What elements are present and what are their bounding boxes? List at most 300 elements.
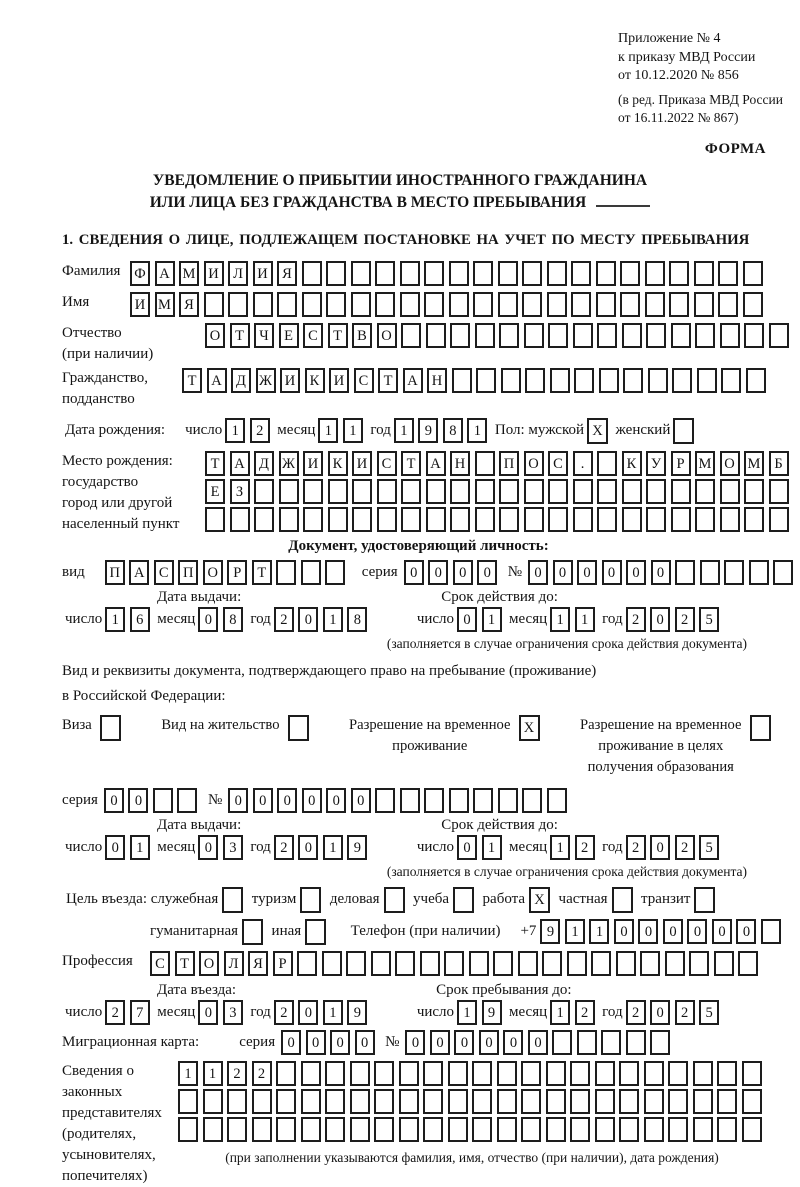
empty-cell[interactable]	[522, 261, 542, 286]
filled-cell[interactable]: Ф	[130, 261, 150, 286]
filled-cell[interactable]: 2	[274, 1000, 294, 1025]
filled-cell[interactable]: 1	[130, 835, 150, 860]
empty-cell[interactable]	[276, 1117, 296, 1142]
filled-cell[interactable]: Р	[671, 451, 691, 476]
empty-cell[interactable]	[749, 560, 769, 585]
empty-cell[interactable]	[570, 1061, 590, 1086]
empty-cell[interactable]	[623, 368, 643, 393]
filled-cell[interactable]: О	[205, 323, 225, 348]
empty-cell[interactable]	[743, 261, 763, 286]
filled-cell[interactable]: 1	[482, 835, 502, 860]
empty-cell[interactable]	[322, 951, 342, 976]
filled-cell[interactable]: 5	[699, 835, 719, 860]
filled-cell[interactable]: 2	[626, 607, 646, 632]
empty-cell[interactable]	[401, 507, 421, 532]
empty-cell[interactable]	[646, 323, 666, 348]
residence-permit-checkbox[interactable]	[288, 715, 309, 741]
empty-cell[interactable]	[325, 1117, 345, 1142]
filled-cell[interactable]: 0	[298, 607, 318, 632]
filled-cell[interactable]: П	[178, 560, 198, 585]
filled-cell[interactable]: С	[154, 560, 174, 585]
filled-cell[interactable]: 0	[330, 1030, 350, 1055]
empty-cell[interactable]	[450, 507, 470, 532]
filled-cell[interactable]: 0	[577, 560, 597, 585]
empty-cell[interactable]	[718, 292, 738, 317]
filled-cell[interactable]: 9	[418, 418, 438, 443]
filled-cell[interactable]: 1	[323, 835, 343, 860]
empty-cell[interactable]	[769, 507, 789, 532]
empty-cell[interactable]	[619, 1089, 639, 1114]
filled-cell[interactable]: 2	[274, 607, 294, 632]
empty-cell[interactable]	[178, 1117, 198, 1142]
empty-cell[interactable]	[668, 1061, 688, 1086]
filled-cell[interactable]: 8	[347, 607, 367, 632]
empty-cell[interactable]	[351, 292, 371, 317]
empty-cell[interactable]	[524, 323, 544, 348]
empty-cell[interactable]	[377, 507, 397, 532]
empty-cell[interactable]	[325, 1061, 345, 1086]
empty-cell[interactable]	[448, 1117, 468, 1142]
filled-cell[interactable]: 0	[298, 1000, 318, 1025]
empty-cell[interactable]	[644, 1061, 664, 1086]
filled-cell[interactable]: М	[155, 292, 175, 317]
filled-cell[interactable]: 0	[650, 835, 670, 860]
filled-cell[interactable]: Т	[401, 451, 421, 476]
filled-cell[interactable]: 0	[503, 1030, 523, 1055]
empty-cell[interactable]	[597, 451, 617, 476]
empty-cell[interactable]	[668, 1089, 688, 1114]
empty-cell[interactable]	[227, 1089, 247, 1114]
empty-cell[interactable]	[276, 560, 296, 585]
filled-cell[interactable]: А	[426, 451, 446, 476]
filled-cell[interactable]: И	[130, 292, 150, 317]
filled-cell[interactable]: М	[744, 451, 764, 476]
empty-cell[interactable]	[640, 951, 660, 976]
empty-cell[interactable]	[720, 479, 740, 504]
empty-cell[interactable]	[665, 951, 685, 976]
empty-cell[interactable]	[375, 292, 395, 317]
empty-cell[interactable]	[203, 1117, 223, 1142]
empty-cell[interactable]	[326, 261, 346, 286]
empty-cell[interactable]	[738, 951, 758, 976]
filled-cell[interactable]: 8	[443, 418, 463, 443]
empty-cell[interactable]	[499, 479, 519, 504]
empty-cell[interactable]	[401, 323, 421, 348]
filled-cell[interactable]: 0	[198, 835, 218, 860]
empty-cell[interactable]	[574, 368, 594, 393]
filled-cell[interactable]: 9	[482, 1000, 502, 1025]
empty-cell[interactable]	[350, 1117, 370, 1142]
empty-cell[interactable]	[596, 261, 616, 286]
filled-cell[interactable]: 1	[589, 919, 609, 944]
filled-cell[interactable]: 6	[130, 607, 150, 632]
empty-cell[interactable]	[646, 479, 666, 504]
empty-cell[interactable]	[567, 951, 587, 976]
filled-cell[interactable]: 0	[298, 835, 318, 860]
empty-cell[interactable]	[601, 1030, 621, 1055]
empty-cell[interactable]	[622, 507, 642, 532]
filled-cell[interactable]: 1	[394, 418, 414, 443]
filled-cell[interactable]: Я	[248, 951, 268, 976]
empty-cell[interactable]	[547, 292, 567, 317]
filled-cell[interactable]: Р	[227, 560, 247, 585]
purpose-humanitarian-checkbox[interactable]	[242, 919, 263, 945]
empty-cell[interactable]	[742, 1117, 762, 1142]
filled-cell[interactable]: Я	[179, 292, 199, 317]
empty-cell[interactable]	[597, 507, 617, 532]
empty-cell[interactable]	[619, 1061, 639, 1086]
empty-cell[interactable]	[472, 1061, 492, 1086]
filled-cell[interactable]: Р	[273, 951, 293, 976]
filled-cell[interactable]: 2	[675, 607, 695, 632]
empty-cell[interactable]	[177, 788, 197, 813]
empty-cell[interactable]	[301, 1089, 321, 1114]
empty-cell[interactable]	[350, 1089, 370, 1114]
empty-cell[interactable]	[475, 507, 495, 532]
filled-cell[interactable]: 2	[675, 1000, 695, 1025]
filled-cell[interactable]: 1	[550, 1000, 570, 1025]
empty-cell[interactable]	[346, 951, 366, 976]
filled-cell[interactable]: Т	[378, 368, 398, 393]
filled-cell[interactable]: К	[328, 451, 348, 476]
purpose-private-checkbox[interactable]	[612, 887, 633, 913]
filled-cell[interactable]: Ж	[279, 451, 299, 476]
empty-cell[interactable]	[672, 368, 692, 393]
empty-cell[interactable]	[595, 1061, 615, 1086]
empty-cell[interactable]	[744, 323, 764, 348]
empty-cell[interactable]	[350, 1061, 370, 1086]
empty-cell[interactable]	[571, 261, 591, 286]
empty-cell[interactable]	[695, 507, 715, 532]
filled-cell[interactable]: С	[548, 451, 568, 476]
empty-cell[interactable]	[721, 368, 741, 393]
empty-cell[interactable]	[724, 560, 744, 585]
empty-cell[interactable]	[423, 1089, 443, 1114]
empty-cell[interactable]	[351, 261, 371, 286]
empty-cell[interactable]	[761, 919, 781, 944]
filled-cell[interactable]: 1	[105, 607, 125, 632]
empty-cell[interactable]	[276, 1089, 296, 1114]
empty-cell[interactable]	[522, 788, 542, 813]
filled-cell[interactable]: 1	[203, 1061, 223, 1086]
empty-cell[interactable]	[325, 560, 345, 585]
filled-cell[interactable]: О	[524, 451, 544, 476]
empty-cell[interactable]	[303, 507, 323, 532]
empty-cell[interactable]	[522, 292, 542, 317]
filled-cell[interactable]: 0	[105, 835, 125, 860]
filled-cell[interactable]: 0	[736, 919, 756, 944]
filled-cell[interactable]: 0	[457, 835, 477, 860]
filled-cell[interactable]: 0	[626, 560, 646, 585]
filled-cell[interactable]: А	[403, 368, 423, 393]
empty-cell[interactable]	[525, 368, 545, 393]
filled-cell[interactable]: 0	[651, 560, 671, 585]
empty-cell[interactable]	[499, 507, 519, 532]
empty-cell[interactable]	[424, 788, 444, 813]
filled-cell[interactable]: 2	[105, 1000, 125, 1025]
empty-cell[interactable]	[205, 507, 225, 532]
purpose-official-checkbox[interactable]	[222, 887, 243, 913]
empty-cell[interactable]	[573, 479, 593, 504]
empty-cell[interactable]	[599, 368, 619, 393]
filled-cell[interactable]: Л	[228, 261, 248, 286]
empty-cell[interactable]	[469, 951, 489, 976]
filled-cell[interactable]: 0	[198, 1000, 218, 1025]
empty-cell[interactable]	[374, 1117, 394, 1142]
filled-cell[interactable]: О	[203, 560, 223, 585]
empty-cell[interactable]	[550, 368, 570, 393]
filled-cell[interactable]: Б	[769, 451, 789, 476]
filled-cell[interactable]: М	[695, 451, 715, 476]
empty-cell[interactable]	[374, 1061, 394, 1086]
filled-cell[interactable]: Т	[182, 368, 202, 393]
filled-cell[interactable]: И	[204, 261, 224, 286]
filled-cell[interactable]: 2	[252, 1061, 272, 1086]
empty-cell[interactable]	[718, 261, 738, 286]
filled-cell[interactable]: 2	[675, 835, 695, 860]
filled-cell[interactable]: 2	[227, 1061, 247, 1086]
empty-cell[interactable]	[744, 479, 764, 504]
filled-cell[interactable]: 0	[326, 788, 346, 813]
filled-cell[interactable]: 0	[302, 788, 322, 813]
filled-cell[interactable]: 1	[178, 1061, 198, 1086]
filled-cell[interactable]: 0	[663, 919, 683, 944]
empty-cell[interactable]	[420, 951, 440, 976]
empty-cell[interactable]	[518, 951, 538, 976]
empty-cell[interactable]	[426, 323, 446, 348]
filled-cell[interactable]: 0	[253, 788, 273, 813]
empty-cell[interactable]	[326, 292, 346, 317]
filled-cell[interactable]: 0	[128, 788, 148, 813]
filled-cell[interactable]: Т	[328, 323, 348, 348]
empty-cell[interactable]	[622, 323, 642, 348]
empty-cell[interactable]	[773, 560, 793, 585]
visa-checkbox[interactable]	[100, 715, 121, 741]
filled-cell[interactable]: Е	[205, 479, 225, 504]
filled-cell[interactable]: 2	[575, 1000, 595, 1025]
filled-cell[interactable]: П	[499, 451, 519, 476]
purpose-tourism-checkbox[interactable]	[300, 887, 321, 913]
empty-cell[interactable]	[546, 1117, 566, 1142]
empty-cell[interactable]	[328, 507, 348, 532]
empty-cell[interactable]	[472, 1117, 492, 1142]
empty-cell[interactable]	[675, 560, 695, 585]
empty-cell[interactable]	[521, 1061, 541, 1086]
filled-cell[interactable]: 0	[351, 788, 371, 813]
filled-cell[interactable]: Т	[175, 951, 195, 976]
empty-cell[interactable]	[426, 479, 446, 504]
filled-cell[interactable]: 8	[223, 607, 243, 632]
empty-cell[interactable]	[591, 951, 611, 976]
purpose-business-checkbox[interactable]	[384, 887, 405, 913]
filled-cell[interactable]: С	[377, 451, 397, 476]
filled-cell[interactable]: 0	[553, 560, 573, 585]
empty-cell[interactable]	[697, 368, 717, 393]
empty-cell[interactable]	[769, 479, 789, 504]
empty-cell[interactable]	[227, 1117, 247, 1142]
filled-cell[interactable]: 0	[228, 788, 248, 813]
empty-cell[interactable]	[620, 261, 640, 286]
filled-cell[interactable]: Д	[231, 368, 251, 393]
filled-cell[interactable]: А	[230, 451, 250, 476]
empty-cell[interactable]	[400, 261, 420, 286]
empty-cell[interactable]	[717, 1117, 737, 1142]
empty-cell[interactable]	[714, 951, 734, 976]
filled-cell[interactable]: .	[573, 451, 593, 476]
empty-cell[interactable]	[424, 261, 444, 286]
filled-cell[interactable]: 1	[565, 919, 585, 944]
empty-cell[interactable]	[228, 292, 248, 317]
empty-cell[interactable]	[473, 261, 493, 286]
empty-cell[interactable]	[616, 951, 636, 976]
filled-cell[interactable]: И	[329, 368, 349, 393]
empty-cell[interactable]	[253, 292, 273, 317]
empty-cell[interactable]	[424, 292, 444, 317]
filled-cell[interactable]: 0	[355, 1030, 375, 1055]
filled-cell[interactable]: 1	[225, 418, 245, 443]
empty-cell[interactable]	[498, 261, 518, 286]
empty-cell[interactable]	[401, 479, 421, 504]
empty-cell[interactable]	[669, 261, 689, 286]
empty-cell[interactable]	[493, 951, 513, 976]
empty-cell[interactable]	[302, 261, 322, 286]
empty-cell[interactable]	[717, 1061, 737, 1086]
empty-cell[interactable]	[547, 788, 567, 813]
empty-cell[interactable]	[595, 1089, 615, 1114]
filled-cell[interactable]: 2	[250, 418, 270, 443]
empty-cell[interactable]	[573, 323, 593, 348]
empty-cell[interactable]	[303, 479, 323, 504]
empty-cell[interactable]	[644, 1117, 664, 1142]
empty-cell[interactable]	[230, 507, 250, 532]
filled-cell[interactable]: 1	[323, 607, 343, 632]
empty-cell[interactable]	[450, 479, 470, 504]
empty-cell[interactable]	[449, 292, 469, 317]
empty-cell[interactable]	[279, 479, 299, 504]
empty-cell[interactable]	[473, 292, 493, 317]
filled-cell[interactable]: И	[280, 368, 300, 393]
temporary-residence-permit-checkbox[interactable]: X	[519, 715, 540, 741]
filled-cell[interactable]: 0	[650, 607, 670, 632]
empty-cell[interactable]	[546, 1089, 566, 1114]
empty-cell[interactable]	[695, 323, 715, 348]
filled-cell[interactable]: 0	[404, 560, 424, 585]
empty-cell[interactable]	[548, 323, 568, 348]
filled-cell[interactable]: Т	[252, 560, 272, 585]
empty-cell[interactable]	[596, 292, 616, 317]
filled-cell[interactable]: Н	[450, 451, 470, 476]
filled-cell[interactable]: М	[179, 261, 199, 286]
empty-cell[interactable]	[204, 292, 224, 317]
empty-cell[interactable]	[742, 1089, 762, 1114]
empty-cell[interactable]	[669, 292, 689, 317]
filled-cell[interactable]: 5	[699, 607, 719, 632]
empty-cell[interactable]	[619, 1117, 639, 1142]
filled-cell[interactable]: И	[303, 451, 323, 476]
empty-cell[interactable]	[524, 507, 544, 532]
empty-cell[interactable]	[371, 951, 391, 976]
empty-cell[interactable]	[573, 507, 593, 532]
filled-cell[interactable]: П	[105, 560, 125, 585]
filled-cell[interactable]: 0	[277, 788, 297, 813]
purpose-study-checkbox[interactable]	[453, 887, 474, 913]
empty-cell[interactable]	[650, 1030, 670, 1055]
filled-cell[interactable]: 0	[457, 607, 477, 632]
filled-cell[interactable]: 0	[405, 1030, 425, 1055]
empty-cell[interactable]	[448, 1089, 468, 1114]
filled-cell[interactable]: 0	[614, 919, 634, 944]
filled-cell[interactable]: 0	[428, 560, 448, 585]
empty-cell[interactable]	[499, 323, 519, 348]
empty-cell[interactable]	[476, 368, 496, 393]
gender-female-checkbox[interactable]	[673, 418, 694, 444]
empty-cell[interactable]	[475, 451, 495, 476]
empty-cell[interactable]	[501, 368, 521, 393]
empty-cell[interactable]	[552, 1030, 572, 1055]
filled-cell[interactable]: И	[253, 261, 273, 286]
filled-cell[interactable]: 0	[454, 1030, 474, 1055]
empty-cell[interactable]	[689, 951, 709, 976]
filled-cell[interactable]: 0	[638, 919, 658, 944]
filled-cell[interactable]: С	[303, 323, 323, 348]
filled-cell[interactable]: 2	[575, 835, 595, 860]
empty-cell[interactable]	[395, 951, 415, 976]
empty-cell[interactable]	[252, 1089, 272, 1114]
empty-cell[interactable]	[352, 507, 372, 532]
filled-cell[interactable]: Л	[224, 951, 244, 976]
empty-cell[interactable]	[717, 1089, 737, 1114]
empty-cell[interactable]	[671, 507, 691, 532]
empty-cell[interactable]	[693, 1061, 713, 1086]
filled-cell[interactable]: 3	[223, 835, 243, 860]
empty-cell[interactable]	[521, 1117, 541, 1142]
empty-cell[interactable]	[252, 1117, 272, 1142]
filled-cell[interactable]: О	[199, 951, 219, 976]
filled-cell[interactable]: К	[305, 368, 325, 393]
filled-cell[interactable]: В	[352, 323, 372, 348]
empty-cell[interactable]	[497, 1117, 517, 1142]
empty-cell[interactable]	[399, 1117, 419, 1142]
purpose-transit-checkbox[interactable]	[694, 887, 715, 913]
empty-cell[interactable]	[746, 368, 766, 393]
filled-cell[interactable]: 9	[347, 1000, 367, 1025]
filled-cell[interactable]: 0	[479, 1030, 499, 1055]
empty-cell[interactable]	[645, 261, 665, 286]
filled-cell[interactable]: 0	[430, 1030, 450, 1055]
empty-cell[interactable]	[744, 507, 764, 532]
filled-cell[interactable]: 0	[528, 1030, 548, 1055]
filled-cell[interactable]: 7	[130, 1000, 150, 1025]
empty-cell[interactable]	[547, 261, 567, 286]
empty-cell[interactable]	[423, 1117, 443, 1142]
empty-cell[interactable]	[694, 292, 714, 317]
empty-cell[interactable]	[570, 1117, 590, 1142]
empty-cell[interactable]	[302, 292, 322, 317]
empty-cell[interactable]	[153, 788, 173, 813]
filled-cell[interactable]: К	[622, 451, 642, 476]
empty-cell[interactable]	[449, 261, 469, 286]
gender-male-checkbox[interactable]: X	[587, 418, 608, 444]
filled-cell[interactable]: 0	[650, 1000, 670, 1025]
filled-cell[interactable]: 2	[626, 835, 646, 860]
filled-cell[interactable]: А	[207, 368, 227, 393]
filled-cell[interactable]: 1	[550, 607, 570, 632]
empty-cell[interactable]	[472, 1089, 492, 1114]
filled-cell[interactable]: Н	[427, 368, 447, 393]
purpose-other-checkbox[interactable]	[305, 919, 326, 945]
purpose-work-checkbox[interactable]: X	[529, 887, 550, 913]
filled-cell[interactable]: С	[150, 951, 170, 976]
